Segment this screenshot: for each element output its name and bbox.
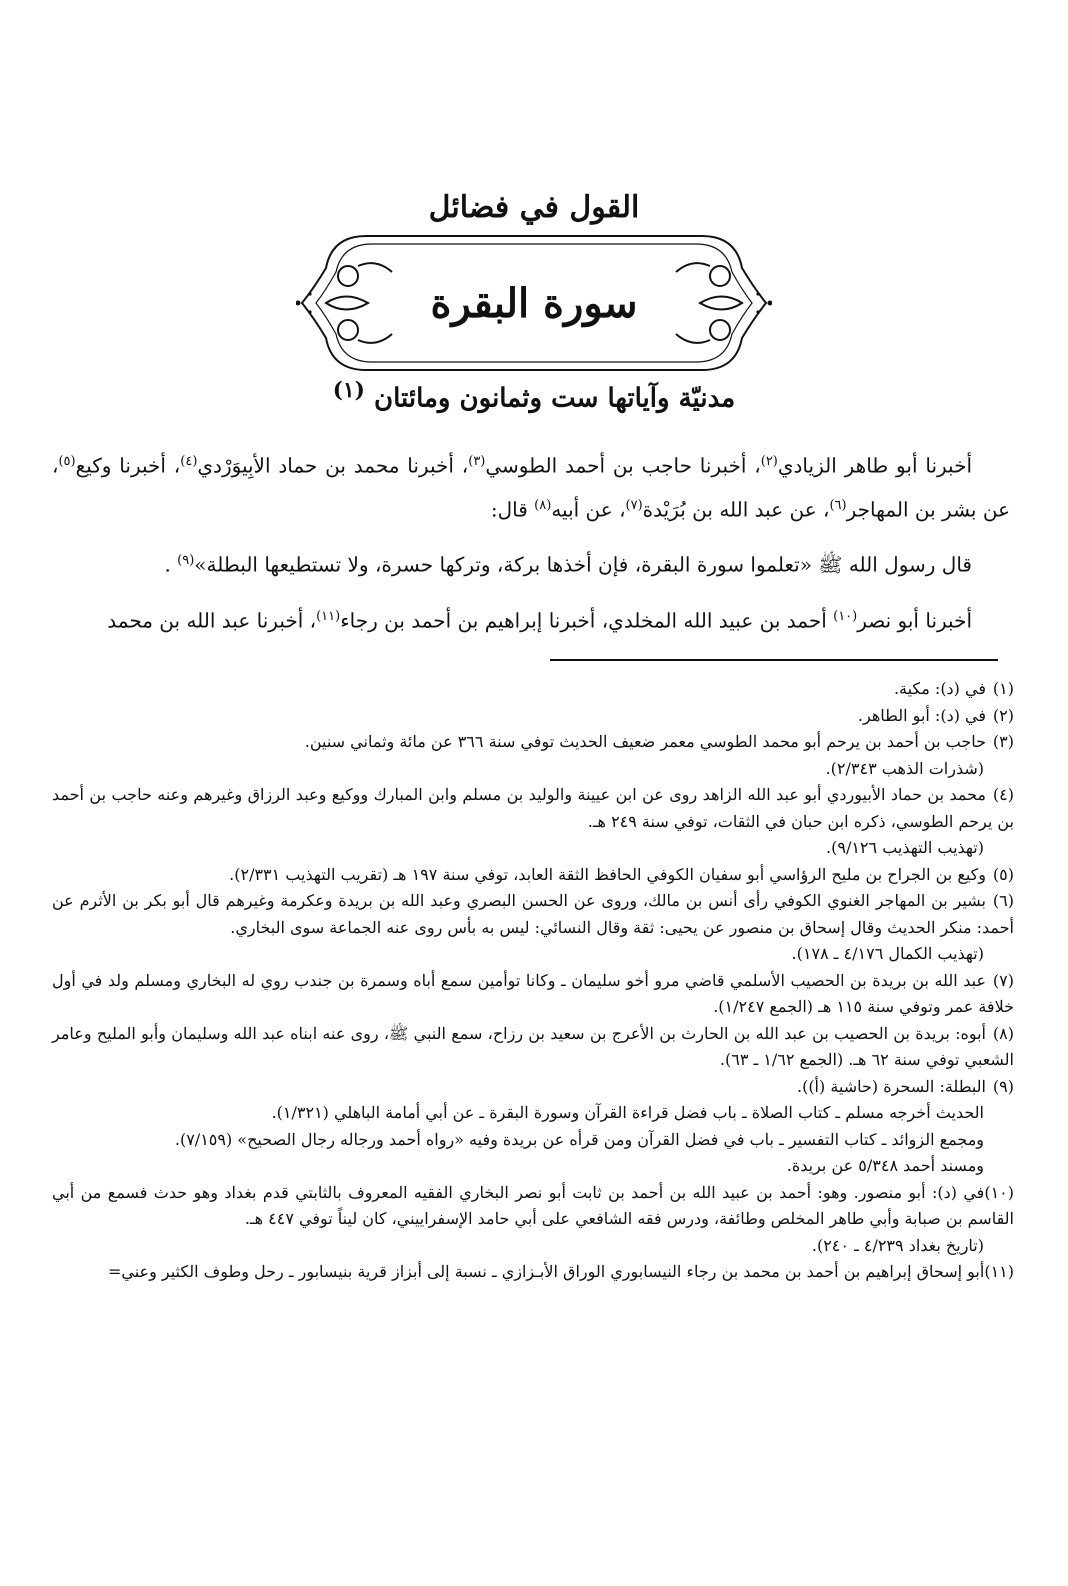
footnote-number: (١) (992, 679, 1014, 698)
footnote-4 (52, 782, 1014, 862)
footnote-number: (١٠) (984, 1182, 1014, 1202)
footnote-number: (٨) (992, 1023, 1015, 1043)
footnote-marker: (٤) (180, 454, 198, 469)
footnote-reference: (تهذيب الكمال ٤/١٧٦ ـ ١٧٨). (791, 944, 984, 963)
footnote-1 (52, 676, 1014, 703)
footnote-marker: (٢) (760, 454, 778, 469)
footnote-text: في (د): مكية. (893, 679, 986, 698)
footnote-text: محمد بن حماد الأبيوردي أبو عبد الله الزاهد روى عن ابن عيينة والوليد بن مسلم وابن المبارك ووكيع وعبد الرزاق وغيرهم وعنه حاجب بن أحمد بن يرحم الطوسي، ذكره ابن حبان في الثقات، توفي سنة ٢٤٩ هـ. (52, 785, 1014, 831)
footnote-text: في (د): أبو منصور. وهو: أحمد بن عبيد الله بن أحمد بن ثابت أبو نصر البخاري الفقيه المعروف بالثابتي قدم بغداد وهو حدث فسمع من أبي القاسم بن صبابة وأبي طاهر المخلص وطائفة، ودرس فقه الشافعي على أبي حامد الإسفراييني، كان ليناً توفي ٤٤٧ هـ. (52, 1182, 1014, 1228)
footnote-number: (٩) (992, 1076, 1014, 1096)
footnote-3 (52, 729, 1014, 782)
footnote-6 (52, 888, 1014, 968)
footnote-marker: (١) (332, 378, 365, 403)
footnote-number: (٣) (992, 732, 1014, 751)
footnote-number: (٦) (992, 891, 1014, 910)
footnote-marker: (٩) (177, 553, 195, 569)
footnote-takhrij: ومسند أحمد ٥/٣٤٨ عن بريدة. (786, 1156, 984, 1175)
footnote-marker: (٦) (829, 497, 847, 513)
footnote-text: أبو إسحاق إبراهيم بن أحمد بن محمد بن رجاء النيسابوري الوراق الأبـزازي ـ نسبة إلى أبزاز قرية بنيسابور ـ رحل وطوف الكثير وعني= (107, 1262, 985, 1281)
footnote-5 (52, 862, 1014, 889)
text-run: ، أخبرنا حاجب بن أحمد الطوسي (485, 453, 761, 478)
text-run: أخبرنا أبو طاهر الزيادي (777, 453, 972, 478)
footnote-number: (٢) (992, 705, 1014, 725)
text-run: . (164, 552, 178, 577)
footnote-marker: (١١) (316, 608, 341, 624)
footnote-takhrij: ومجمع الزوائد ـ كتاب التفسير ـ باب في فضل القرآن ومن قرأه عن بريدة وفيه «رواه أحمد ورجاله رجال الصحيح» (٧/١٥٩). (174, 1129, 984, 1149)
footnote-text: في (د): أبو الطاهر. (857, 705, 986, 725)
footnote-marker: (٧) (625, 497, 643, 513)
footnote-11 (52, 1259, 1014, 1286)
ornamental-title-frame (296, 228, 772, 378)
footnote-number: (٤) (992, 785, 1014, 804)
section-heading: القول في فضائل (428, 190, 640, 225)
footnote-9 (52, 1074, 1014, 1180)
footnote-7 (52, 968, 1014, 1021)
footnote-text: البطلة: السحرة (حاشية (أ)). (796, 1076, 986, 1096)
footnote-reference: (تاريخ بغداد ٤/٢٣٩ ـ ٢٤٠). (811, 1235, 984, 1255)
isnad-paragraph (52, 597, 1010, 641)
text-run: ، عن أبيه (551, 497, 626, 522)
footnote-8 (52, 1021, 1014, 1074)
footnote-marker: (٣) (468, 454, 486, 469)
footnote-text: عبد الله بن بريدة بن الحصيب الأسلمي قاضي مرو أخو سليمان ـ وكانا توأمين سمع أباه وسمرة بن جندب روي له البخاري ومسلم ولد في أول خلافة عمر وتوفي سنة ١١٥ هـ (الجمع ١/٢٤٧). (52, 970, 1014, 1016)
text-run: قال: (490, 497, 535, 522)
footnote-text: أبوه: بريدة بن الحصيب بن عبد الله بن الحارث بن الأعرج بن سعيد بن رزاح، سمع النبي ﷺ، روى عنه ابناه عبد الله وسليمان وأبو المليح وعامر الشعبي توفي سنة ٦٢ هـ. (الجمع ١/٦٢ ـ ٦٣). (52, 1023, 1014, 1069)
footnote-10 (52, 1180, 1014, 1260)
surah-title: سورة البقرة (430, 279, 638, 327)
subtitle-text: مدنيّة وآياتها ست وثمانون ومائتان (373, 383, 736, 414)
isnad-paragraph (52, 442, 1010, 529)
footnote-reference: (تهذيب التهذيب ٩/١٢٦). (826, 838, 984, 857)
footnote-text: بشير بن المهاجر الغنوي الكوفي رأى أنس بن مالك، وروى عن الحسن البصري وعبد الله بن بريدة وعكرمة وغيرهم قال أبو بكر بن الأثرم عن أحمد: منكر الحديث وقال إسحاق بن منصور عن يحيى: ثقة وقال النسائي: ليس به بأس روى عنه الجماعة سوى البخاري. (52, 891, 1014, 937)
text-run: أخبرنا أبو نصر (857, 608, 972, 633)
text-run: ، عن عبد الله بن بُرَيْدة (642, 497, 830, 522)
footnote-marker: (١٠) (833, 608, 858, 624)
text-run: أحمد بن عبيد الله المخلدي، أخبرنا إبراهيم بن أحمد بن رجاء (340, 608, 834, 633)
text-run: ، أخبرنا محمد بن حماد الأبِيوَرْدي (197, 453, 469, 478)
text-run: ، أخبرنا عبد الله بن محمد (107, 608, 317, 633)
footnotes (52, 676, 1014, 1286)
footnote-2 (52, 703, 1014, 730)
footnote-text: حاجب بن أحمد بن يرحم أبو محمد الطوسي معمر ضعيف الحديث توفي سنة ٣٦٦ عن مائة وثماني سنين. (304, 732, 986, 751)
footnote-number: (٥) (992, 864, 1014, 884)
footnote-number: (١١) (984, 1262, 1014, 1281)
footnote-marker: (٥) (58, 454, 76, 469)
footnote-number: (٧) (992, 970, 1015, 990)
main-text (52, 442, 1010, 641)
surah-subtitle (0, 378, 1068, 414)
footnote-marker: (٨) (534, 497, 552, 513)
footnote-separator (550, 659, 998, 661)
text-run: ، أخبرنا وكيع (75, 453, 181, 478)
text-run: ، عن بشر بن المهاجر (52, 453, 1010, 522)
footnote-reference: (شذرات الذهب ٢/٣٤٣). (825, 758, 984, 778)
footnote-text: وكيع بن الجراح بن مليح الرؤاسي أبو سفيان الكوفي الحافظ الثقة العابد، توفي سنة ١٩٧ هـ (تقريب التهذيب ٢/٣٣١). (229, 864, 986, 884)
footnote-takhrij: الحديث أخرجه مسلم ـ كتاب الصلاة ـ باب فضل قراءة القرآن وسورة البقرة ـ عن أبي أمامة الباهلي (١/٣٢١). (271, 1103, 984, 1122)
hadith-paragraph (52, 541, 1010, 585)
hadith-text: قال رسول الله ﷺ «تعلموا سورة البقرة، فإن أخذها بركة، وتركها حسرة، ولا تستطيعها البطلة» (194, 552, 972, 577)
